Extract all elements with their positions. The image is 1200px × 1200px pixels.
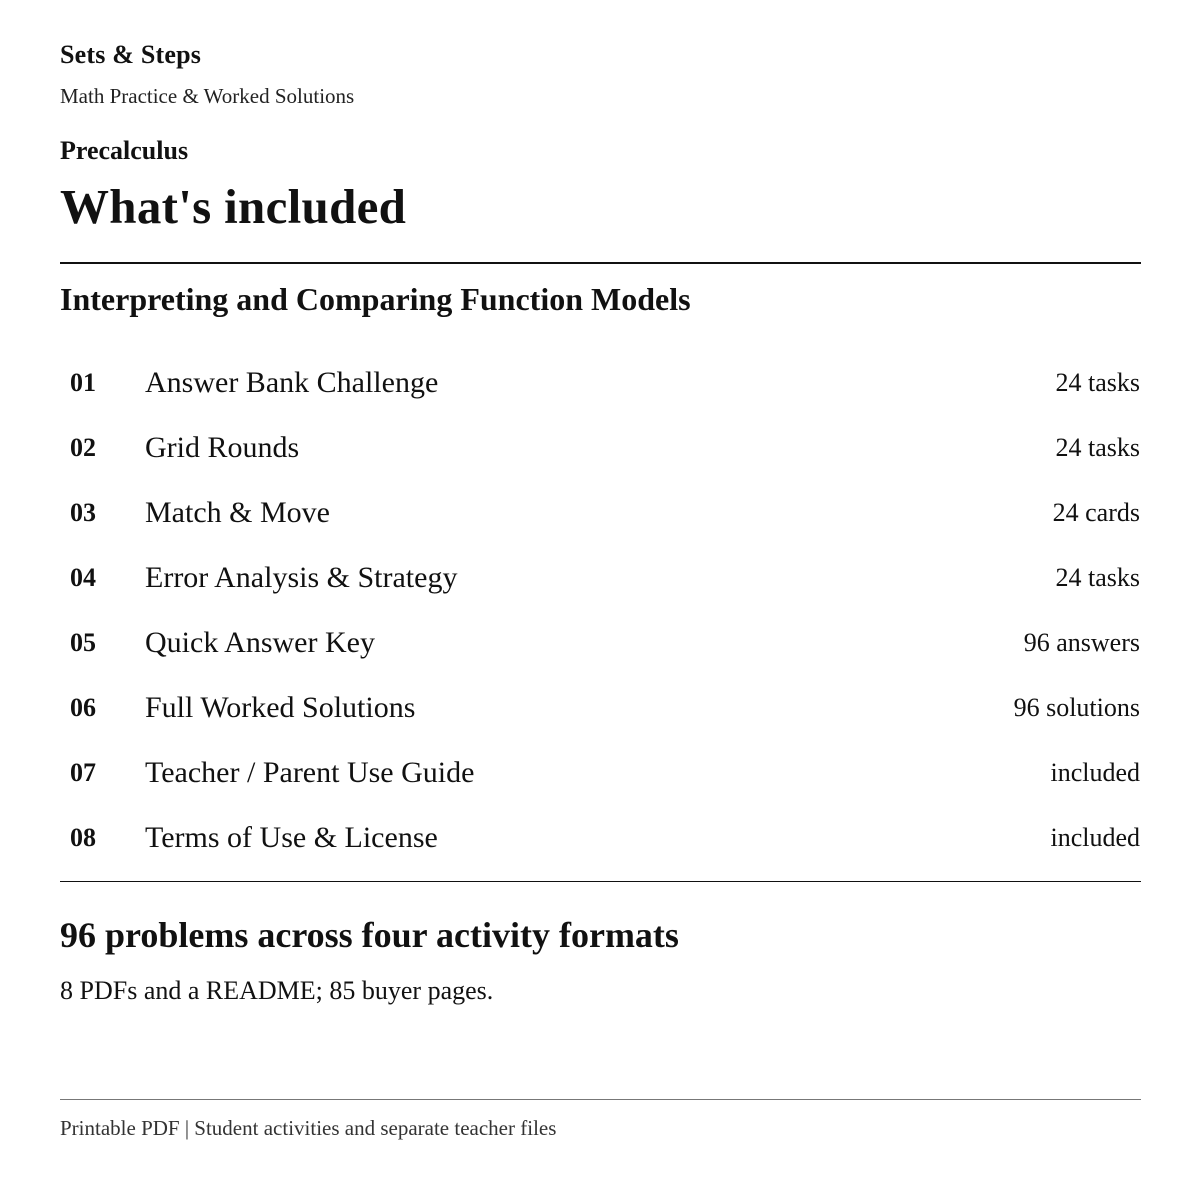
- footer-text: Printable PDF | Student activities and separate teacher files: [60, 1116, 557, 1140]
- list-item: [60, 547, 1141, 612]
- item-count: 24 tasks: [1055, 563, 1140, 592]
- top-divider: [60, 262, 1141, 264]
- list-item: [60, 677, 1141, 742]
- list-item: [60, 482, 1141, 547]
- summary-text: 8 PDFs and a README; 85 buyer pages.: [60, 976, 494, 1005]
- item-number: 08: [70, 823, 96, 852]
- item-label: Grid Rounds: [145, 431, 300, 464]
- item-number: 03: [70, 498, 96, 527]
- summary-title: 96 problems across four activity formats: [60, 915, 679, 955]
- item-label: Error Analysis & Strategy: [145, 561, 458, 594]
- brand-tagline: Math Practice & Worked Solutions: [60, 84, 355, 108]
- brand-name: Sets & Steps: [60, 40, 202, 69]
- footer-divider: [60, 1099, 1141, 1100]
- product-page: [60, 0, 1141, 1200]
- list-item: [60, 742, 1141, 807]
- item-number: 04: [70, 563, 96, 592]
- item-label: Full Worked Solutions: [145, 691, 416, 724]
- item-number: 02: [70, 433, 96, 462]
- item-count: 24 cards: [1052, 498, 1140, 527]
- item-count: included: [1050, 758, 1140, 787]
- item-number: 07: [70, 758, 96, 787]
- section-title: Interpreting and Comparing Function Models: [60, 281, 691, 317]
- list-item: [60, 612, 1141, 677]
- item-label: Match & Move: [145, 496, 330, 529]
- item-number: 06: [70, 693, 96, 722]
- bottom-divider: [60, 881, 1141, 882]
- list-item: [60, 352, 1141, 417]
- item-count: 24 tasks: [1055, 368, 1140, 397]
- contents-list: [60, 352, 1141, 872]
- item-label: Quick Answer Key: [145, 626, 375, 659]
- item-count: included: [1050, 823, 1140, 852]
- item-number: 05: [70, 628, 96, 657]
- subject-label: Precalculus: [60, 136, 189, 165]
- item-count: 96 answers: [1023, 628, 1140, 657]
- list-item: [60, 807, 1141, 872]
- item-label: Answer Bank Challenge: [145, 366, 439, 399]
- item-count: 96 solutions: [1013, 693, 1140, 722]
- item-number: 01: [70, 368, 96, 397]
- page-title: What's included: [60, 179, 407, 234]
- item-label: Teacher / Parent Use Guide: [145, 756, 475, 789]
- item-count: 24 tasks: [1055, 433, 1140, 462]
- list-item: [60, 417, 1141, 482]
- item-label: Terms of Use & License: [145, 821, 438, 854]
